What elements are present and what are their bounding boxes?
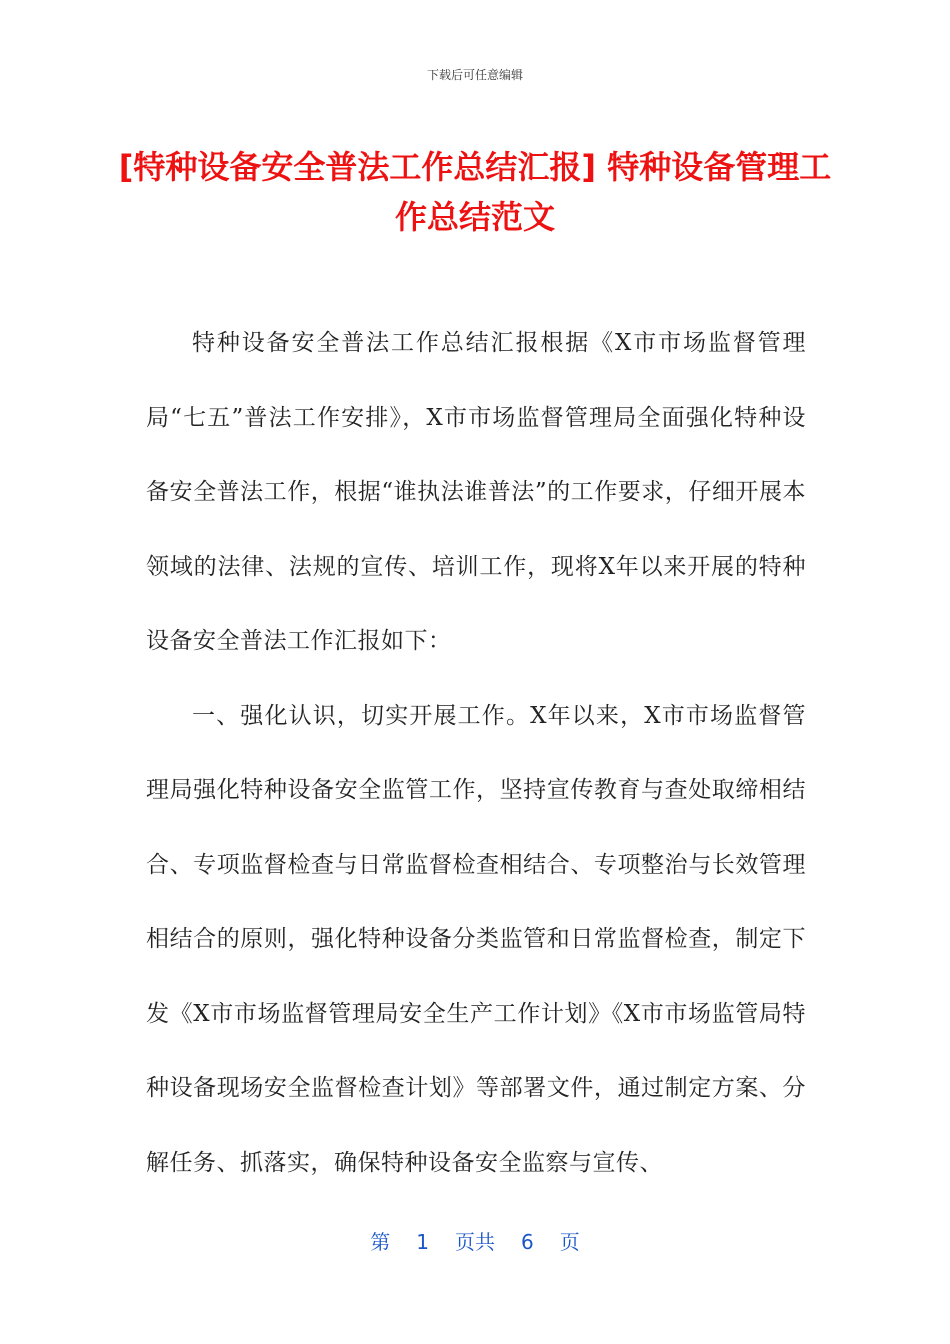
footer-label-of: 页共 bbox=[455, 1230, 495, 1254]
footer-label-page: 第 bbox=[370, 1230, 391, 1254]
document-body bbox=[146, 306, 806, 1200]
footer-current-page: 1 bbox=[416, 1230, 429, 1254]
page-footer bbox=[0, 1226, 950, 1255]
document-title: [特种设备安全普法工作总结汇报] 特种设备管理工作总结范文 bbox=[118, 148, 832, 236]
footer-total-pages: 6 bbox=[521, 1230, 534, 1254]
paragraph-2: 一、强化认识，切实开展工作。X年以来，X市市场监督管理局强化特种设备安全监管工作，坚持宣传教育与查处取缔相结合、专项监督检查与日常监督检查相结合、专项整治与长效管理相结合的原则，强化特种设备分类监管和日常监督检查，制定下发《X市市场监督管理局安全生产工作计划》《X市市场监管局特种设备现场安全监督检查计划》等部署文件，通过制定方案、分解任务、抓落实，确保特种设备安全监察与宣传、 bbox=[146, 702, 806, 1176]
paragraph-1: 特种设备安全普法工作总结汇报根据《X市市场监督管理局“七五”普法工作安排》，X市市场监督管理局全面强化特种设备安全普法工作，根据“谁执法谁普法”的工作要求，仔细开展本领域的法律、法规的宣传、培训工作，现将X年以来开展的特种设备安全普法工作汇报如下： bbox=[146, 330, 806, 654]
footer-label-end: 页 bbox=[559, 1230, 580, 1254]
header-note: 下载后可任意编辑 bbox=[426, 68, 523, 82]
